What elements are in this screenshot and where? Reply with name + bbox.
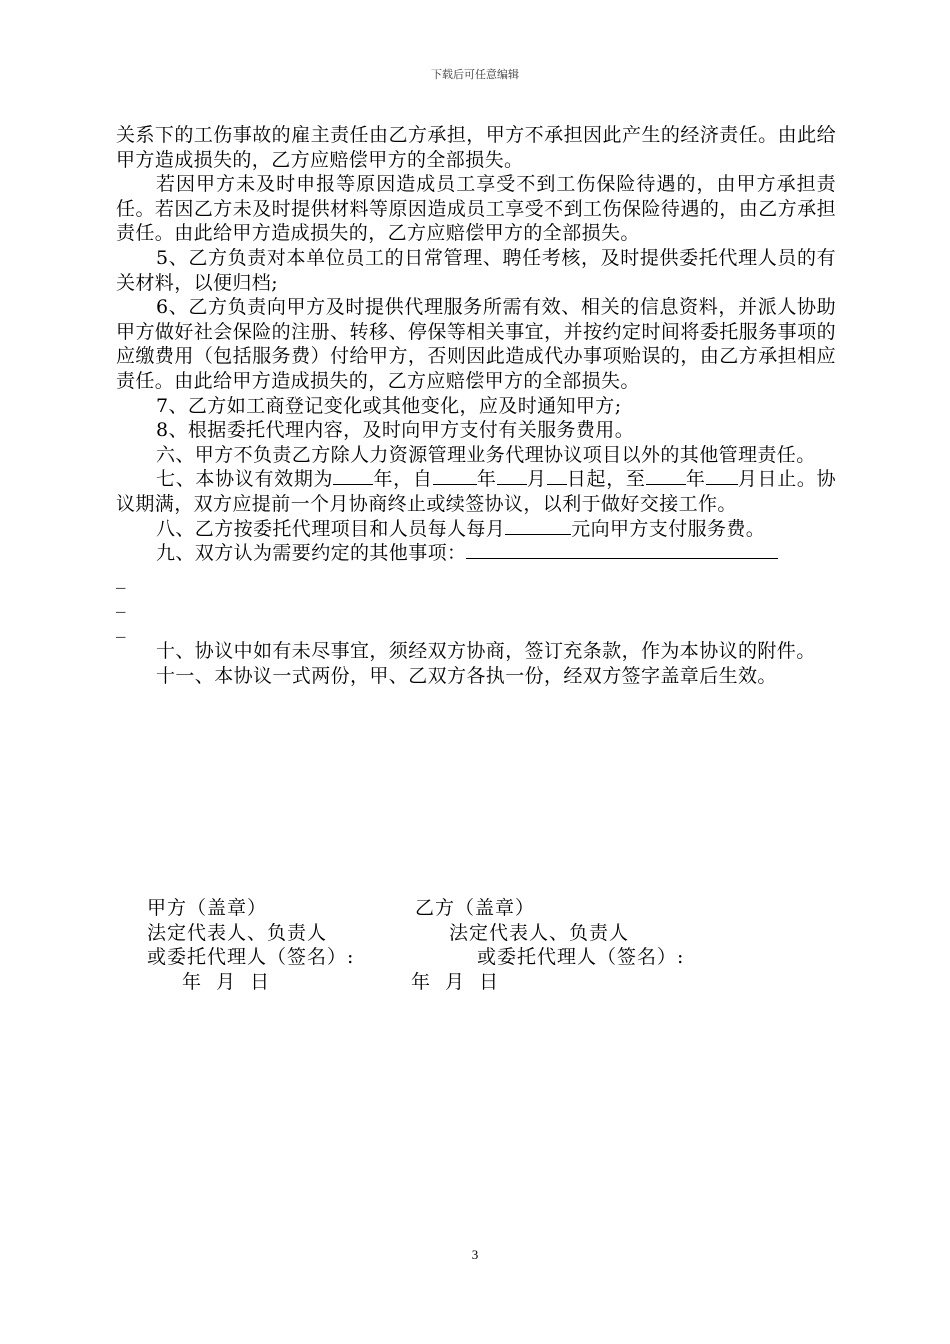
paragraph-clause-8: 8、根据委托代理内容，及时向甲方支付有关服务费用。 — [156, 419, 635, 442]
paragraph-employer-liability: 关系下的工伤事故的雇主责任由乙方承担，甲方不承担因此产生的经济责任。由此给甲方造成损失的，乙方应赔偿甲方的全部损失。 — [116, 124, 836, 171]
start-day-blank[interactable] — [547, 468, 567, 485]
page-header: 下载后可任意编辑 — [431, 68, 519, 81]
party-a-seal: 甲方（盖章） — [147, 897, 268, 919]
signature-block — [116, 896, 836, 994]
paragraph-clause-6: 6、乙方负责向甲方及时提供代理服务所需有效、相关的信息资料，并派人协助甲方做好社会保险的注册、转移、停保等相关事宜，并按约定时间将委托服务事项的应缴费用（包括服务费）付给甲方，否则因此造成代办事项贻误的，由乙方承担相应责任。由此给甲方造成损失的，乙方应赔偿甲方的全部损失。 — [116, 296, 836, 392]
party-a-date: 年 月 日 — [182, 970, 271, 993]
article-7-text-2: 年，自 — [373, 468, 433, 491]
party-b-agent-signature: 或委托代理人（签名）: — [477, 946, 685, 969]
paragraph-clause-7: 7、乙方如工商登记变化或其他变化，应及时通知甲方; — [156, 394, 622, 417]
party-b-date: 年 月 日 — [411, 970, 500, 993]
page-number: 3 — [471, 1247, 479, 1262]
article-8-text-2: 元向甲方支付服务费。 — [571, 517, 766, 540]
article-9-text: 九、双方认为需要约定的其他事项： — [156, 542, 467, 565]
start-month-blank[interactable] — [497, 468, 527, 485]
representative-row — [116, 921, 836, 946]
agent-row — [116, 945, 836, 970]
seal-row — [116, 896, 836, 921]
party-a-agent-signature: 或委托代理人（签名）: — [147, 946, 355, 969]
paragraph-article-11: 十一、本协议一式两份，甲、乙双方各执一份，经双方签字盖章后生效。 — [156, 665, 777, 688]
start-year-blank[interactable] — [433, 468, 477, 485]
paragraph-clause-5: 5、乙方负责对本单位员工的日常管理、聘任考核，及时提供委托代理人员的有关材料，以便归档; — [116, 246, 836, 294]
article-8-text-1: 八、乙方按委托代理项目和人员每人每月 — [156, 517, 506, 540]
paragraph-article-9 — [116, 541, 836, 566]
end-month-blank[interactable] — [706, 468, 738, 485]
blank-line-1[interactable]: _ — [116, 566, 126, 589]
blank-line-2[interactable]: _ — [116, 591, 126, 614]
article-7-text-8: 日止。协议期满，双方应提前一个月协商终止或续签协议，以利于做好交接工作。 — [116, 468, 837, 515]
paragraph-article-8 — [116, 517, 836, 542]
paragraph-article-10: 十、协议中如有未尽事宜，须经双方协商，签订充条款，作为本协议的附件。 — [156, 640, 816, 663]
other-matters-blank[interactable] — [466, 542, 778, 559]
paragraph-article-6: 六、甲方不负责乙方除人力资源管理业务代理协议项目以外的其他管理责任。 — [156, 443, 816, 466]
blank-line-3[interactable]: _ — [116, 615, 126, 638]
article-7-text-4: 月 — [526, 468, 547, 491]
article-7-text-6: 年 — [685, 468, 706, 491]
agreement-body — [116, 123, 836, 689]
article-7-text-5: 日起，至 — [566, 468, 646, 491]
party-b-seal: 乙方（盖章） — [415, 897, 536, 919]
article-7-text-3: 年 — [476, 468, 497, 491]
end-year-blank[interactable] — [646, 468, 686, 485]
paragraph-article-7 — [116, 467, 836, 516]
term-years-blank[interactable] — [333, 468, 373, 485]
article-7-text-7: 月 — [737, 468, 758, 491]
date-row — [116, 970, 836, 995]
service-fee-blank[interactable] — [505, 518, 571, 535]
party-b-representative: 法定代表人、负责人 — [449, 921, 630, 944]
article-7-text-1: 七、本协议有效期为 — [156, 468, 334, 491]
paragraph-injury-insurance: 若因甲方未及时申报等原因造成员工享受不到工伤保险待遇的，由甲方承担责任。若因乙方未及时提供材料等原因造成员工享受不到工伤保险待遇的，由乙方承担责任。由此给甲方造成损失的，乙方应赔偿甲方的全部损失。 — [116, 173, 836, 245]
party-a-representative: 法定代表人、负责人 — [147, 921, 328, 944]
